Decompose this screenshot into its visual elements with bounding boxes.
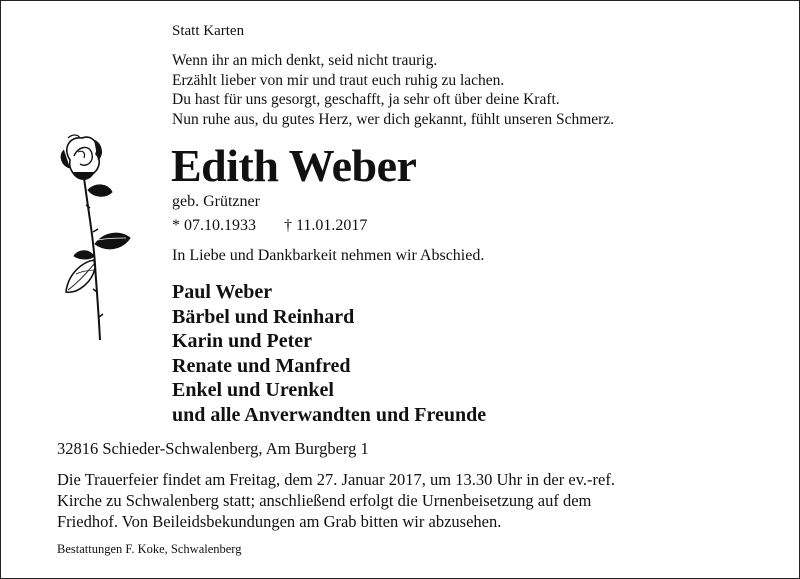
mourner: und alle Anverwandten und Freunde xyxy=(172,403,487,426)
funeral-line: Friedhof. Von Beileidsbekundungen am Grab bitten wir abzusehen. xyxy=(57,512,502,531)
mourner: Bärbel und Reinhard xyxy=(172,305,355,328)
poem-line: Du hast für uns gesorgt, geschafft, ja sehr oft über deine Kraft. xyxy=(172,91,560,108)
deceased-name: Edith Weber xyxy=(171,140,417,191)
birth-date: * 07.10.1933 xyxy=(172,217,256,234)
address: 32816 Schieder-Schwalenberg, Am Burgberg 1 xyxy=(57,439,369,458)
poem-line: Nun ruhe aus, du gutes Herz, wer dich gekannt, fühlt unseren Schmerz. xyxy=(172,110,615,128)
rose-icon xyxy=(48,132,138,344)
poem-line: Erzählt lieber von mir und traut euch ruhig zu lachen. xyxy=(172,71,505,89)
funeral-info xyxy=(57,469,615,532)
farewell-line: In Liebe und Dankbarkeit nehmen wir Abschied. xyxy=(172,247,485,264)
header-label: Statt Karten xyxy=(172,23,245,39)
poem xyxy=(172,51,614,129)
death-date: † 11.01.2017 xyxy=(284,217,368,234)
mourner: Karin und Peter xyxy=(172,330,312,352)
undertaker: Bestattungen F. Koke, Schwalenberg xyxy=(57,542,242,556)
mourner: Enkel und Urenkel xyxy=(172,379,334,401)
mourner: Paul Weber xyxy=(172,281,273,303)
funeral-line: Kirche zu Schwalenberg statt; anschließend erfolgt die Urnenbeisetzung auf dem xyxy=(57,491,592,510)
funeral-line: Die Trauerfeier findet am Freitag, dem 27. Januar 2017, um 13.30 Uhr in der ev.-ref. xyxy=(57,470,615,489)
mourner: Renate und Manfred xyxy=(172,354,351,377)
mourners-list xyxy=(172,280,486,427)
poem-line: Wenn ihr an mich denkt, seid nicht traurig. xyxy=(172,52,438,69)
life-dates xyxy=(172,217,367,235)
birth-name: geb. Grützner xyxy=(172,193,260,210)
